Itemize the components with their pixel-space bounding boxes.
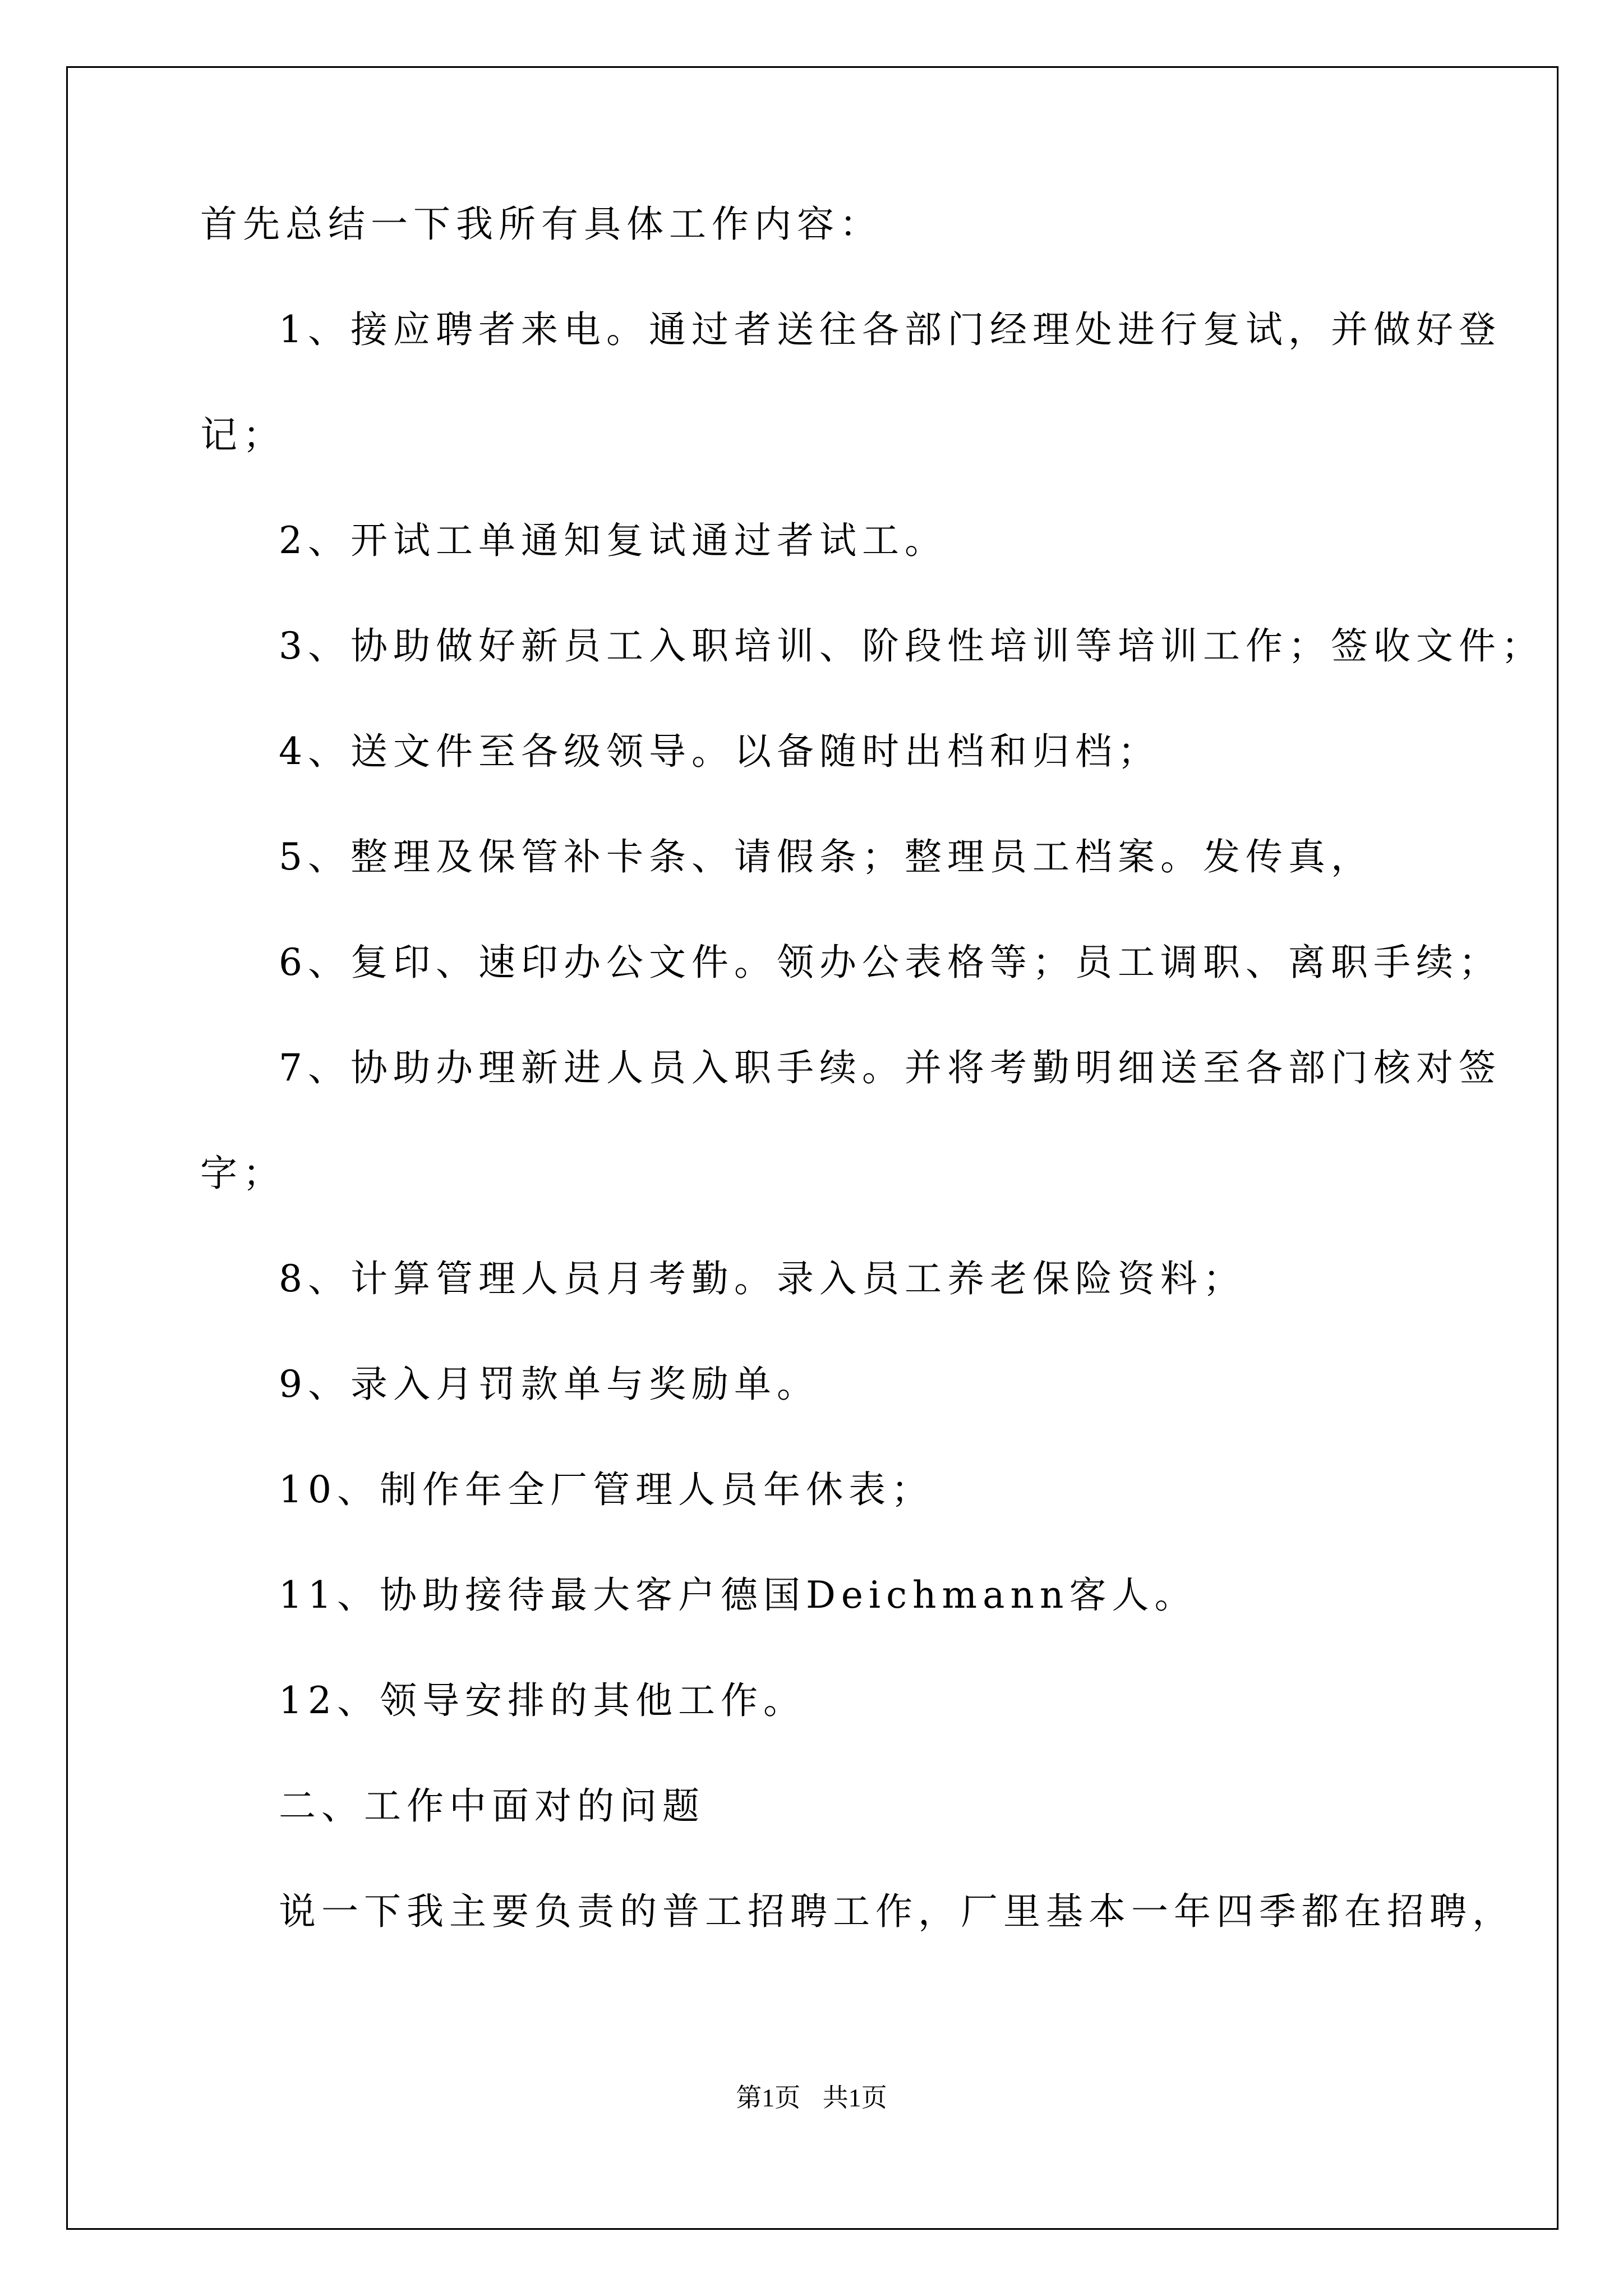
- page-number-total: 共1页: [822, 2083, 887, 2112]
- page-number-current: 第1页: [736, 2083, 801, 2112]
- list-item-5: 5、整理及保管补卡条、请假条；整理员工档案。发传真，: [279, 835, 1373, 878]
- list-item-3: 3、协助做好新员工入职培训、阶段性培训等培训工作；签收文件；: [279, 624, 1544, 668]
- list-item-10: 10、制作年全厂管理人员年休表；: [279, 1468, 934, 1511]
- list-item-1-continued: 记；: [200, 413, 285, 457]
- list-item-8: 8、计算管理人员月考勤。录入员工养老保险资料；: [279, 1257, 1246, 1300]
- list-item-1: 1、接应聘者来电。通过者送往各部门经理处进行复试，并做好登: [279, 308, 1501, 351]
- list-item-6: 6、复印、速印办公文件。领办公表格等；员工调职、离职手续；: [279, 941, 1501, 984]
- list-item-2: 2、开试工单通知复试通过者试工。: [279, 519, 947, 562]
- list-item-7: 7、协助办理新进人员入职手续。并将考勤明细送至各部门核对签: [279, 1046, 1501, 1089]
- intro-line: 首先总结一下我所有具体工作内容：: [200, 203, 882, 246]
- list-item-4: 4、送文件至各级领导。以备随时出档和归档；: [279, 730, 1160, 773]
- section-heading: 二、工作中面对的问题: [279, 1784, 705, 1828]
- page-footer: [0, 2081, 1623, 2115]
- list-item-12: 12、领导安排的其他工作。: [279, 1679, 806, 1722]
- paragraph-line: 说一下我主要负责的普工招聘工作，厂里基本一年四季都在招聘，: [279, 1890, 1515, 1933]
- list-item-9: 9、录入月罚款单与奖励单。: [279, 1363, 819, 1406]
- list-item-7-continued: 字；: [200, 1152, 285, 1195]
- list-item-11: 11、协助接待最大客户德国Deichmann客人。: [279, 1573, 1197, 1617]
